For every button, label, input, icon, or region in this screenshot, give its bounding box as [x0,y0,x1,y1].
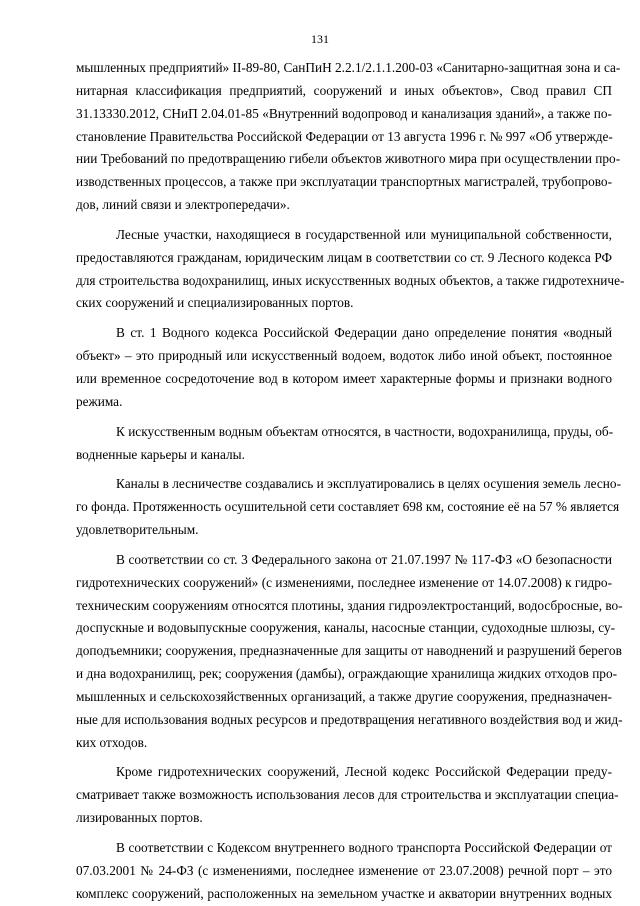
text-line: предоставляются гражданам, юридическим лицам в соответствии со ст. 9 Лесного кодекса РФ [76,249,612,265]
text-line: дов, линий связи и электропередачи». [76,197,290,213]
text-line: В соответствии со ст. 3 Федерального закона от 21.07.1997 № 117-ФЗ «О безопасности [116,551,612,567]
text-line: нии Требований по предотвращению гибели объектов животного мира при осуществлении про- [76,151,621,167]
text-line: техническим сооружениям относятся плотины, здания гидроэлектростанций, водосбросные, во- [76,597,623,613]
text-line: Кроме гидротехнических сооружений, Лесной кодекс Российской Федерации преду- [116,764,612,780]
text-line: ные для использования водных ресурсов и предотвращения негативного воздействия вод и жид- [76,711,623,727]
text-line: Лесные участки, находящиеся в государственной или муниципальной собственности, [116,226,612,242]
text-line: нитарная классификация предприятий, сооружений и иных объектов», Свод правил СП [76,82,612,98]
text-line: Каналы в лесничестве создавались и эксплуатировались в целях осушения земель лесно- [116,476,621,492]
text-line: 31.13330.2012, СНиП 2.04.01-85 «Внутренний водопровод и канализация зданий», а также по- [76,105,612,121]
text-line: и дна водохранилищ, рек; сооружения (дамбы), ограждающие хранилища жидких отходов про- [76,666,618,682]
text-line: В соответствии с Кодексом внутреннего водного транспорта Российской Федерации от [116,840,612,855]
page-number: 131 [311,32,329,46]
text-line: К искусственным водным объектам относятся, в частности, водохранилища, пруды, об- [116,423,614,439]
text-line: или временное сосредоточение вод в котором имеет характерные формы и признаки водного [76,370,612,386]
text-line: го фонда. Протяженность осушительной сети составляет 698 км, состояние её на 57 % является [76,499,620,515]
text-line: 07.03.2001 № 24-ФЗ (с изменениями, последнее изменение от 23.07.2008) речной порт – это [76,862,612,878]
text-line: становление Правительства Российской Федерации от 13 августа 1996 г. № 997 «Об утвержде- [76,128,613,144]
text-line: объект» – это природный или искусственный водоем, водоток либо иной объект, постоянное [76,348,612,364]
text-line: доподъемники; сооружения, предназначенные для защиты от наводнений и разрушений берегов [76,643,622,659]
text-line: В ст. 1 Водного кодекса Российской Федерации дано определение понятия «водный [116,325,612,341]
text-line: изводственных процессов, а также при эксплуатации транспортных магистралей, трубопрово- [76,174,612,190]
text-line: мышленных и сельскохозяйственных организаций, а также другие сооружения, предназначен- [76,688,612,704]
text-line: доспускные и водовыпускные сооружения, каналы, насосные станции, судоходные шлюзы, су- [76,620,616,636]
text-line: лизированных портов. [76,810,203,826]
text-line: для строительства водохранилищ, иных искусственных водных объектов, а также гидротехниче- [76,272,625,288]
text-line: удовлетворительным. [76,522,199,538]
text-line: водненные карьеры и каналы. [76,446,245,462]
body-text [76,57,625,906]
text-line: режима. [76,393,123,409]
text-line: мышленных предприятий» II-89-80, СанПиН 2.2.1/2.1.1.200-03 «Санитарно-защитная зона и са- [76,60,621,75]
text-line: сматривает также возможность использования лесов для строительства и эксплуатации специа- [76,787,619,803]
text-line: гидротехнических сооружений» (с изменениями, последнее изменение от 14.07.2008) к гидро- [76,574,612,590]
text-line: комплекс сооружений, расположенных на земельном участке и акватории внутренних водных [76,885,612,901]
text-line: ких отходов. [76,734,148,750]
text-line: ских сооружений и специализированных портов. [76,295,354,311]
